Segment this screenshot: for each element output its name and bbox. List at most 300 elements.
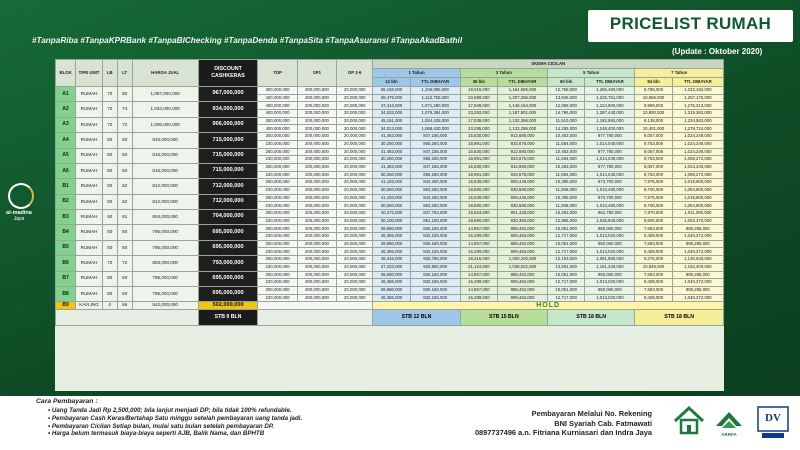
cell-value: 933,676,000 (497, 156, 547, 164)
cell-value: 47,413,000 (373, 102, 410, 110)
cell-value: 888,452,000 (497, 225, 547, 233)
cell-value: 856,260,000 (410, 171, 460, 179)
cell-value: 1,222,192,000 (672, 87, 723, 95)
cell-value: 1,053,376,000 (672, 217, 723, 225)
cell-value: 7,683,000 (635, 286, 672, 294)
cell-value: 995,286,000 (672, 240, 723, 248)
th-60bln: 60 bln (548, 78, 585, 87)
cell-value: 20,000,000 (337, 202, 373, 210)
cell-value: 20,000,000 (337, 248, 373, 256)
table-row (56, 286, 724, 294)
cell-value: 20,000,000 (337, 179, 373, 187)
cell-value: 909,446,000 (497, 194, 547, 202)
cell-value: 909,484,000 (497, 233, 547, 241)
cell-value: 930,360,000 (497, 217, 547, 225)
cell-value: 20,000,000 (337, 210, 373, 218)
cell-value: 41,463,000 (373, 163, 410, 171)
table-row (56, 302, 724, 310)
cell-value: 1,287,440,000 (585, 110, 635, 118)
update-label: (Update : Oktober 2020) (672, 47, 763, 56)
cell-value: 1,040,272,000 (672, 233, 723, 241)
cell-value: 1,207,266,000 (497, 94, 547, 102)
cell-lt: 60 (117, 148, 132, 163)
cell-value: 200,000,000 (297, 225, 336, 233)
cell-discount: 793,000,000 (198, 256, 258, 271)
cell-value: 912,680,000 (497, 163, 547, 171)
th-lt: LT (117, 60, 132, 87)
cell-value: 1,079,384,000 (410, 110, 460, 118)
hold-label: HOLD (373, 302, 724, 310)
cell-value: 7,683,000 (635, 271, 672, 279)
th-tipe: TIPE UNIT (76, 60, 103, 87)
cell-value: 17,038,000 (460, 117, 497, 125)
cell-value: 844,260,000 (410, 179, 460, 187)
cell-value: 16,299,000 (460, 279, 497, 287)
cell-value: 1,132,366,000 (497, 117, 547, 125)
cell-blok: B9 (56, 302, 76, 310)
pricelist-table (55, 59, 724, 326)
cell-value: 230,000,000 (258, 263, 297, 271)
cell-value: 200,000,000 (297, 286, 336, 294)
th-ttl-5: TTL DIBAYAR (585, 78, 635, 87)
cell-value: 1,019,900,000 (672, 179, 723, 187)
cell-value: 9,753,000 (635, 140, 672, 148)
cell-tipe: KAVLING (76, 302, 103, 310)
cell-value: 1,024,248,000 (672, 148, 723, 156)
cell-lb: 70 (102, 117, 117, 132)
cell-lt: 62 (117, 179, 132, 194)
cell-value: 16,299,000 (460, 233, 497, 241)
cell-harga: 1,034,000,000 (132, 102, 198, 117)
cell-value: 18,990,000 (460, 217, 497, 225)
cell-value: 30,100,000 (373, 217, 410, 225)
cell-lb: 50 (102, 240, 117, 255)
cell-value: 930,680,000 (497, 186, 547, 194)
cell-value: 1,010,480,000 (585, 186, 635, 194)
cell-value: 20,000,000 (337, 125, 373, 133)
cell-value: 46,386,000 (373, 279, 410, 287)
cell-discount: 715,000,000 (198, 133, 258, 148)
cell-value: 1,146,164,000 (497, 102, 547, 110)
payment-item: • Uang Tanda Jadi Rp 2,500,000; bila lanjut menjadi DP; bila tidak 100% refundable. (48, 407, 292, 414)
bank-info (452, 409, 652, 438)
cell-value: 300,000,000 (258, 87, 297, 95)
cell-value: 20,000,000 (337, 163, 373, 171)
cell-value: 250,000,000 (258, 271, 297, 279)
cell-value: 1,182,592,000 (585, 117, 635, 125)
cell-value: 30,060,000 (373, 202, 410, 210)
cell-lb: 70 (102, 87, 117, 102)
cell-value: 400,000,000 (258, 94, 297, 102)
brand-tagline: Jaya (13, 216, 25, 222)
cell-value: 837,784,000 (410, 210, 460, 218)
table-row (56, 271, 724, 279)
cell-value: 45,191,000 (373, 117, 410, 125)
cell-value: 300,000,000 (258, 117, 297, 125)
cell-value: 20,000,000 (337, 225, 373, 233)
payment-list (48, 407, 302, 438)
table-row (56, 210, 724, 218)
cell-value: 1,024,248,000 (672, 163, 723, 171)
cell-value: 20,000,000 (337, 279, 373, 287)
cell-value: 200,000,000 (297, 271, 336, 279)
cell-harga: 1,067,000,000 (132, 87, 198, 102)
cell-value: 250,000,000 (258, 225, 297, 233)
cell-value: 950,060,000 (585, 271, 635, 279)
cell-value: 7,975,000 (635, 194, 672, 202)
cell-value: 14,957,000 (460, 225, 497, 233)
cell-value: 11,510,000 (548, 117, 585, 125)
cell-tipe: RUMAH (76, 179, 103, 194)
cell-tipe: RUMAH (76, 240, 103, 255)
cell-value: 10,463,000 (548, 133, 585, 141)
cell-value: 1,011,080,000 (672, 210, 723, 218)
cell-value: 20,000,000 (337, 148, 373, 156)
cell-harga: 815,000,000 (132, 148, 198, 163)
cell-value: 912,680,000 (497, 148, 547, 156)
cell-value: 909,484,000 (497, 279, 547, 287)
page-title: PRICELIST RUMAH (609, 14, 772, 33)
cell-value: 15,539,000 (460, 194, 497, 202)
cell-value: 46,386,000 (373, 233, 410, 241)
th-3tahun: 3 Tahun (460, 69, 547, 78)
cell-value: 15,630,000 (460, 163, 497, 171)
cell-value: 826,160,000 (410, 286, 460, 294)
cell-blok: A3 (56, 117, 76, 132)
cell-value: 18,880,000 (460, 202, 497, 210)
cell-value: 230,000,000 (258, 248, 297, 256)
cell-value: 46,386,000 (373, 294, 410, 302)
th-5tahun: 5 Tahun (548, 69, 635, 78)
cell-value: 9,376,000 (635, 256, 672, 264)
cell-value: 20,000,000 (337, 156, 373, 164)
cell-value: 1,248,400,000 (585, 125, 635, 133)
cell-value: 1,036,940,000 (585, 217, 635, 225)
swirl-icon (8, 183, 34, 209)
cell-value: 10,463,000 (548, 148, 585, 156)
cell-lb: 0 (102, 302, 117, 310)
arrfa-logo-icon (712, 404, 746, 442)
cell-value: 41,193,000 (373, 179, 410, 187)
cell-value: 15,630,000 (460, 133, 497, 141)
cell-harga: 795,000,000 (132, 286, 198, 301)
cell-lb: 50 (102, 148, 117, 163)
cell-discount: 967,000,000 (198, 87, 258, 102)
cell-value: 230,000,000 (258, 217, 297, 225)
cell-value: 40,472,000 (373, 210, 410, 218)
cell-value: 10,966,000 (635, 94, 672, 102)
cell-value: 977,780,000 (585, 163, 635, 171)
cell-value: 14,957,000 (460, 240, 497, 248)
cell-value: 10,395,000 (548, 194, 585, 202)
cell-value: 34,533,000 (373, 110, 410, 118)
cell-blok: A1 (56, 87, 76, 102)
payment-item: • Pembayaran Cicilan Setiap bulan, mulai satu bulan setelah pembayaran DP. (48, 422, 274, 430)
cell-value: 995,286,000 (672, 271, 723, 279)
cell-value: 23,699,000 (460, 94, 497, 102)
cell-lt: 60 (117, 133, 132, 148)
cell-value: 1,071,280,000 (410, 102, 460, 110)
cell-lt: 72 (117, 256, 132, 271)
cell-lt: 60 (117, 271, 132, 286)
bank-account: 0897737496 a.n. Fitriana Kurniasari dan Indra Jaya (474, 428, 652, 438)
cell-discount: 715,000,000 (198, 148, 258, 163)
cell-value: 14,957,000 (460, 271, 497, 279)
cell-value: 200,000,000 (297, 94, 336, 102)
cell-value: 853,260,000 (410, 202, 460, 210)
cell-value: 888,452,000 (497, 240, 547, 248)
cell-value: 200,000,000 (297, 87, 336, 95)
cell-value: 1,069,272,000 (672, 156, 723, 164)
cell-value: 9,408,000 (635, 279, 672, 287)
cell-value: 12,193,000 (548, 256, 585, 264)
cell-value: 995,286,000 (672, 225, 723, 233)
cell-value: 17,949,000 (460, 102, 497, 110)
cell-value: 933,676,000 (497, 140, 547, 148)
cell-value: 950,060,000 (585, 286, 635, 294)
payment-item: • Pembayaran Cash Keras/Bertahap Satu minggu setelah pembayaran uang tanda jadi. (48, 414, 303, 422)
cell-value: 12,758,000 (548, 87, 585, 95)
cell-value: 30,260,000 (373, 140, 410, 148)
cell-value: 1,181,340,000 (585, 263, 635, 271)
cell-value: 20,000,000 (337, 240, 373, 248)
cell-tipe: RUMAH (76, 286, 103, 301)
cell-value: 1,106,895,000 (410, 87, 460, 95)
cell-value: 18,991,000 (460, 140, 497, 148)
cell-blok: A5 (56, 148, 76, 163)
cell-discount: 934,000,000 (198, 102, 258, 117)
cell-value: 847,156,000 (410, 133, 460, 141)
cell-value: 1,000,200,000 (497, 256, 547, 264)
cell-lb: 50 (102, 286, 117, 301)
cell-blok: B4 (56, 225, 76, 240)
cell-value: 20,000,000 (337, 256, 373, 264)
cell-value: 200,000,000 (297, 210, 336, 218)
cell-value: 200,000,000 (297, 202, 336, 210)
cell-value: 200,000,000 (297, 148, 336, 156)
cell-lt: 72 (117, 117, 132, 132)
cell-value: 37,233,000 (373, 263, 410, 271)
cell-value: 400,000,000 (258, 102, 297, 110)
cell-value: 200,000,000 (297, 186, 336, 194)
cell-value: 250,000,000 (258, 210, 297, 218)
cell-value: 20,000,000 (337, 140, 373, 148)
cell-blok: A6 (56, 163, 76, 178)
th-sp2: DP 2-6 (337, 60, 373, 87)
cell-value: 30,260,000 (373, 156, 410, 164)
th-36bln: 36 bln (460, 78, 497, 87)
cell-value: 200,000,000 (297, 279, 336, 287)
bottom-stb-18a: STB 18 BLN (548, 310, 635, 326)
cell-value: 19,016,000 (460, 87, 497, 95)
cell-value: 250,000,000 (258, 133, 297, 141)
cell-discount: 712,000,000 (198, 179, 258, 194)
cell-value: 833,155,000 (410, 279, 460, 287)
cell-value: 41,463,000 (373, 133, 410, 141)
cell-blok: A2 (56, 102, 76, 117)
cell-value: 1,234,582,000 (672, 117, 723, 125)
cell-value: 962,780,000 (585, 210, 635, 218)
cell-value: 1,162,400,000 (672, 263, 723, 271)
cell-value: 21,124,000 (460, 263, 497, 271)
cell-value: 400,000,000 (258, 110, 297, 118)
cell-value: 230,000,000 (258, 294, 297, 302)
cell-discount: 502,000,000 (198, 302, 258, 310)
cell-value: 1,068,420,000 (410, 125, 460, 133)
cell-value: 1,013,020,000 (585, 279, 635, 287)
cell-value: 7,975,000 (635, 179, 672, 187)
cell-lb: 50 (102, 133, 117, 148)
cell-value: 1,013,020,000 (585, 248, 635, 256)
cell-value: 926,960,000 (410, 263, 460, 271)
cell-value: 18,216,000 (460, 256, 497, 264)
cell-value: 18,991,000 (460, 156, 497, 164)
cell-value: 9,753,000 (635, 171, 672, 179)
bank-title: Pembayaran Melalui No. Rekening (531, 409, 652, 418)
cell-value: 1,014,040,000 (585, 140, 635, 148)
cell-lt: 60 (117, 225, 132, 240)
cell-lb: 70 (102, 256, 117, 271)
cell-discount: 712,000,000 (198, 194, 258, 209)
cell-value: 1,226,761,000 (585, 94, 635, 102)
cell-value: 847,156,000 (410, 148, 460, 156)
cell-value: 200,000,000 (297, 171, 336, 179)
th-1tahun: 1 Tahun (373, 69, 460, 78)
cell-discount: 715,000,000 (198, 163, 258, 178)
cell-value: 15,630,000 (460, 148, 497, 156)
cell-value: 20,000,000 (337, 194, 373, 202)
title-box (588, 10, 793, 42)
cell-harga: 804,000,000 (132, 210, 198, 225)
brand-logo (4, 183, 34, 222)
th-lb: LB (102, 60, 117, 87)
cell-value: 10,051,000 (548, 225, 585, 233)
cell-lt: 60 (117, 240, 132, 255)
table-row (56, 225, 724, 233)
dv-label: DV (765, 412, 781, 424)
cell-value: 230,000,000 (258, 186, 297, 194)
cell-tipe: RUMAH (76, 102, 103, 117)
cell-value: 1,064,800,000 (672, 186, 723, 194)
bottom-spacer-2 (258, 310, 373, 326)
cell-value: 1,014,040,000 (585, 171, 635, 179)
cell-value: 13,501,000 (548, 263, 585, 271)
table-body (56, 87, 724, 310)
cell-discount: 695,000,000 (198, 286, 258, 301)
cell-tipe: RUMAH (76, 117, 103, 132)
house-logo-icon (672, 404, 706, 438)
cell-harga: 542,000,000 (132, 302, 198, 310)
cell-value: 1,040,272,000 (672, 248, 723, 256)
th-sp1: SP1 (297, 60, 336, 87)
cell-value: 250,000,000 (258, 240, 297, 248)
cell-value: 8,057,000 (635, 163, 672, 171)
cell-value: 230,000,000 (258, 140, 297, 148)
bottom-stb-9: STB 9 BLN (198, 310, 258, 326)
cell-value: 1,013,020,000 (585, 233, 635, 241)
table-row (56, 179, 724, 187)
cell-value: 200,000,000 (297, 133, 336, 141)
cell-tipe: RUMAH (76, 133, 103, 148)
cell-value: 973,700,000 (585, 194, 635, 202)
cell-value: 950,060,000 (585, 225, 635, 233)
table-row (56, 194, 724, 202)
cell-value: 16,299,000 (460, 294, 497, 302)
bottom-stb-15: STB 15 BLN (460, 310, 547, 326)
cell-value: 230,000,000 (258, 171, 297, 179)
cell-value: 9,700,000 (635, 202, 672, 210)
cell-value: 11,508,000 (548, 202, 585, 210)
cell-value: 9,986,000 (635, 102, 672, 110)
cell-value: 10,849,000 (635, 263, 672, 271)
table-row (56, 240, 724, 248)
cell-value: 200,000,000 (297, 140, 336, 148)
cell-value: 826,160,000 (410, 225, 460, 233)
cell-lt: 60 (117, 286, 132, 301)
cell-value: 11,508,000 (548, 186, 585, 194)
cell-discount: 695,000,000 (198, 225, 258, 240)
th-harga: HARGA JUAL (132, 60, 198, 87)
pricelist-table-wrap (55, 59, 724, 391)
cell-discount: 906,000,000 (198, 117, 258, 132)
cell-value: 847,156,000 (410, 163, 460, 171)
cell-value: 20,000,000 (337, 186, 373, 194)
cell-value: 1,164,585,000 (497, 87, 547, 95)
cell-value: 55,158,000 (373, 87, 410, 95)
cell-value: 230,000,000 (258, 279, 297, 287)
th-ttl-3: TTL DIBAYAR (497, 78, 547, 87)
cell-value: 10,900,000 (635, 110, 672, 118)
cell-value: 250,000,000 (258, 148, 297, 156)
cell-blok: A4 (56, 133, 76, 148)
cell-value: 20,000,000 (337, 271, 373, 279)
cell-value: 200,000,000 (297, 217, 336, 225)
dv-logo-icon (756, 404, 790, 442)
table-row (56, 102, 724, 110)
cell-tipe: RUMAH (76, 225, 103, 240)
cell-discount: 704,000,000 (198, 210, 258, 225)
cell-lt: 74 (117, 102, 132, 117)
cell-value: 1,010,480,000 (585, 202, 635, 210)
cell-value: 18,880,000 (460, 186, 497, 194)
cell-value: 20,000,000 (337, 110, 373, 118)
cell-tipe: RUMAH (76, 148, 103, 163)
cell-value: 1,276,313,000 (672, 102, 723, 110)
th-ttl-7: TTL DIBAYAR (672, 78, 723, 87)
cell-value: 1,013,020,000 (585, 294, 635, 302)
cell-blok: B5 (56, 240, 76, 255)
cell-value: 200,000,000 (297, 233, 336, 241)
cell-value: 7,870,000 (635, 210, 672, 218)
cell-tipe: RUMAH (76, 194, 103, 209)
cell-value: 9,600,000 (635, 217, 672, 225)
cell-blok: B1 (56, 179, 76, 194)
cell-value: 10,401,000 (635, 125, 672, 133)
table-row (56, 87, 724, 95)
brand-name: al-madina (6, 210, 32, 216)
th-discount: DISCOUNT CASHKERAS (198, 60, 258, 87)
cell-value: 200,000,000 (297, 294, 336, 302)
cell-value: 12,956,000 (548, 217, 585, 225)
cell-value: 909,446,000 (497, 179, 547, 187)
cell-tipe: RUMAH (76, 256, 103, 271)
bottom-spacer (56, 310, 199, 326)
cell-value: 20,000,000 (337, 94, 373, 102)
cell-value: 1,130,640,000 (672, 256, 723, 264)
cell-value: 888,452,000 (497, 286, 547, 294)
cell-blok: B7 (56, 271, 76, 286)
cell-value: 200,000,000 (297, 156, 336, 164)
